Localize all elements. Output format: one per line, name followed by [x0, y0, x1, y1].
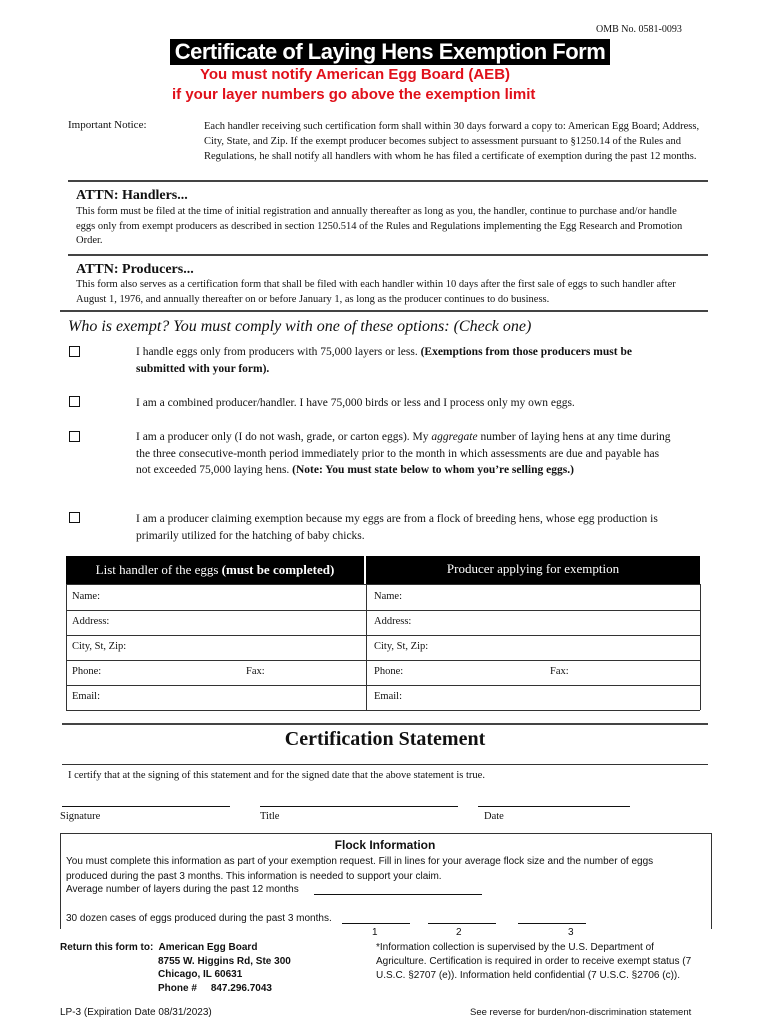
month-1-line[interactable] [342, 923, 410, 924]
producer-city-field[interactable]: City, St, Zip: [374, 641, 429, 652]
handler-name-field[interactable]: Name: [72, 591, 100, 602]
return-address [60, 941, 291, 995]
table-line [66, 584, 700, 585]
important-notice-label: Important Notice: [68, 119, 147, 131]
month-3-line[interactable] [518, 923, 586, 924]
option-2-text: I am a combined producer/handler. I have 75,000 birds or less and I process only my own eggs. [136, 397, 575, 409]
divider [68, 254, 708, 256]
attn-handlers-heading: ATTN: Handlers... [76, 188, 188, 203]
title-line[interactable] [260, 806, 458, 807]
signature-label: Signature [60, 811, 101, 822]
table-line [66, 710, 700, 711]
org-city: Chicago, IL 60631 [158, 969, 243, 980]
omb-number: OMB No. 0581-0093 [596, 24, 682, 35]
date-line[interactable] [478, 806, 630, 807]
producer-address-field[interactable]: Address: [374, 616, 412, 627]
option-1-text: I handle eggs only from producers with 75,000 layers or less. (Exemptions from those producers must be submitted with your form). [136, 346, 632, 375]
option-3-text: I am a producer only (I do not wash, grade, or carton eggs). My aggregate number of laying hens at any time during the three consecutive-month period immediately prior to the month in which assessments are due and payable has not exceeded 75,000 laying hens. (Note: You must state below to whom you’re selling eggs.) [136, 431, 671, 476]
form-title: Certificate of Laying Hens Exemption Form [170, 39, 610, 65]
month-1-label: 1 [372, 927, 378, 938]
flock-heading: Flock Information [334, 838, 436, 852]
cases-label: 30 dozen cases of eggs produced during the past 3 months. [66, 913, 332, 924]
producer-fax-field[interactable]: Fax: [550, 666, 569, 677]
producer-column-header: Producer applying for exemption [366, 556, 700, 584]
phone-label: Phone # [158, 982, 197, 994]
certification-title: Certification Statement [284, 728, 486, 750]
attn-handlers-text: This form must be filed at the time of initial registration and annually thereafter as long as you, the handler, continue to purchase and/or handle eggs only from exempt producers as described in section 1250.514 of the Rules and Regulations implementing the Egg Research and Promotion Order. [76, 206, 683, 246]
option-3-checkbox[interactable] [69, 431, 80, 442]
divider [68, 180, 708, 182]
average-layers-label: Average number of layers during the past 12 months [66, 884, 299, 895]
org-address: 8755 W. Higgins Rd, Ste 300 [158, 955, 291, 967]
month-3-label: 3 [568, 927, 574, 938]
option-4-text: I am a producer claiming exemption because my eggs are from a flock of breeding hens, whose egg production is primarily utilized for the hatching of baby chicks. [136, 513, 658, 542]
month-2-line[interactable] [428, 923, 496, 924]
month-2-label: 2 [456, 927, 462, 938]
handler-address-field[interactable]: Address: [72, 616, 110, 627]
attn-producers-heading: ATTN: Producers... [76, 262, 194, 277]
form-id: LP-3 (Expiration Date 08/31/2023) [60, 1007, 212, 1018]
producer-name-field[interactable]: Name: [374, 591, 402, 602]
producer-email-field[interactable]: Email: [374, 691, 402, 702]
handler-city-field[interactable]: City, St, Zip: [72, 641, 127, 652]
org-name: American Egg Board [158, 942, 258, 953]
date-label: Date [484, 811, 504, 822]
table-line [66, 685, 700, 686]
handler-phone-field[interactable]: Phone: [72, 666, 102, 677]
certification-statement: I certify that at the signing of this statement and for the signed date that the above statement is true. [68, 770, 485, 781]
option-1-checkbox[interactable] [69, 346, 80, 357]
option-2-checkbox[interactable] [69, 396, 80, 407]
handler-email-field[interactable]: Email: [72, 691, 100, 702]
divider [60, 310, 708, 312]
aeb-notice-line1: You must notify American Egg Board (AEB) [200, 66, 511, 83]
average-layers-line[interactable] [314, 894, 482, 895]
producer-phone-field[interactable]: Phone: [374, 666, 404, 677]
org-phone: 847.296.7043 [210, 982, 272, 994]
table-line [66, 660, 700, 661]
table-line [700, 584, 701, 710]
divider [62, 764, 708, 765]
table-line [66, 635, 700, 636]
title-label: Title [260, 811, 280, 822]
table-line [66, 584, 67, 710]
divider [62, 723, 708, 725]
signature-line[interactable] [62, 806, 230, 807]
flock-instructions: You must complete this information as part of your exemption request. Fill in lines for your average flock size and the number of eggs produced during the past 3 months. This information is needed to support your claim. [66, 856, 654, 882]
table-line [366, 584, 367, 710]
exempt-heading: Who is exempt? You must comply with one of these options: (Check one) [68, 318, 532, 335]
handler-column-header: List handler of the eggs (must be completed) [66, 556, 364, 584]
aeb-notice-line2: if your layer numbers go above the exemption limit [172, 86, 536, 103]
reverse-note: See reverse for burden/non-discrimination statement [470, 1007, 692, 1018]
table-line [66, 610, 700, 611]
return-label: Return this form to: [60, 942, 154, 953]
collection-note: *Information collection is supervised by the U.S. Department of Agriculture. Certification is required in order to receive exempt status (7 U.S.C. §2707 (e)). Information held confidential (7 U.S.C. §2706 (c)). [376, 942, 692, 981]
attn-producers-text: This form also serves as a certification form that shall be filed with each handler within 10 days after the first sale of eggs to such handler after August 1, 1976, and annually thereafter on or before January 1, as long as the producer continues to do business. [76, 279, 676, 305]
option-4-checkbox[interactable] [69, 512, 80, 523]
important-notice-text: Each handler receiving such certification form shall within 30 days forward a copy to: American Egg Board; Address, City, State, and Zip. If the exempt producer becomes subject to assessment pursuant to §1250.14 of the Rules and Regulations, he shall notify all handlers with whom he has filed a certificate of exemption during the past 12 months. [204, 121, 700, 162]
handler-fax-field[interactable]: Fax: [246, 666, 265, 677]
